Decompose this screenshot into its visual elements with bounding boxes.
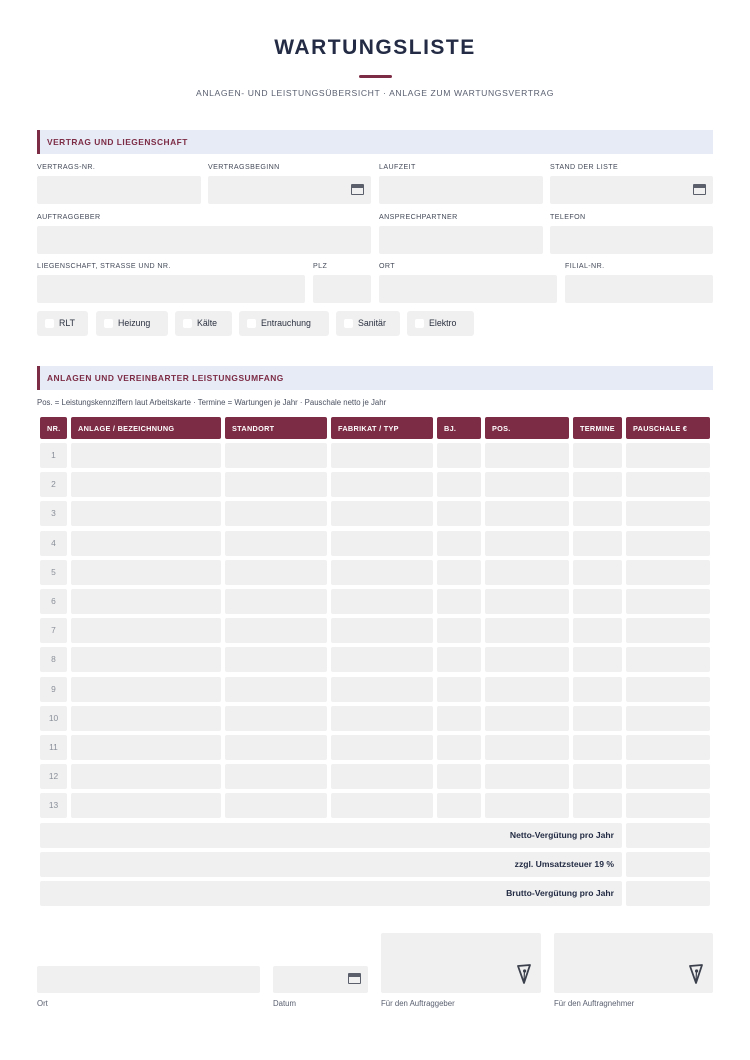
calendar-icon[interactable] [348,973,361,984]
table-cell-col-anlage[interactable] [71,589,221,614]
table-cell-col-standort[interactable] [225,501,327,526]
row-number: 5 [40,560,67,585]
table-cell-col-fabrikat[interactable] [331,764,433,789]
table-cell-col-bj[interactable] [437,793,481,818]
table-cell-col-anlage[interactable] [71,472,221,497]
sig-auftragnehmer-field[interactable] [554,933,713,993]
ort-field[interactable] [379,275,557,303]
table-cell-col-pauschale[interactable] [626,560,710,585]
table-cell-col-pauschale[interactable] [626,443,710,468]
table-cell-col-standort[interactable] [225,618,327,643]
laufzeit-field[interactable] [379,176,543,204]
filial-nr-field[interactable] [565,275,713,303]
table-cell-col-termine[interactable] [573,531,622,556]
table-cell-col-pos[interactable] [485,618,569,643]
table-cell-col-anlage[interactable] [71,618,221,643]
table-header-col-pos [485,417,569,439]
table-header-col-anlage [71,417,221,439]
brutto-total-row [40,881,622,906]
table-cell-col-bj[interactable] [437,443,481,468]
sig-auftraggeber-field[interactable] [381,933,541,993]
ort-label: ORT [379,262,396,270]
table-cell-col-fabrikat[interactable] [331,589,433,614]
plz-label: PLZ [313,262,328,270]
checkbox-label: Elektro [429,318,457,328]
table-cell-col-fabrikat[interactable] [331,443,433,468]
row-number: 1 [40,443,67,468]
laufzeit-label: LAUFZEIT [379,163,416,171]
table-cell-col-termine[interactable] [573,647,622,672]
ust-field[interactable] [626,852,710,877]
table-cell-col-bj[interactable] [437,735,481,760]
sig-ort-label: Ort [37,999,48,1008]
table-cell-col-bj[interactable] [437,618,481,643]
sig-datum-field[interactable] [273,966,368,993]
table-cell-col-bj[interactable] [437,501,481,526]
table-cell-col-pauschale[interactable] [626,735,710,760]
checkbox-entrauchung[interactable] [239,311,329,336]
section-contract-header [37,130,713,154]
table-cell-col-bj[interactable] [437,589,481,614]
table-cell-col-pos[interactable] [485,764,569,789]
telefon-label: TELEFON [550,213,586,221]
table-cell-col-standort[interactable] [225,735,327,760]
table-cell-col-pos[interactable] [485,472,569,497]
row-number: 7 [40,618,67,643]
table-cell-col-pauschale[interactable] [626,589,710,614]
auftraggeber-label: AUFTRAGGEBER [37,213,101,221]
page-subtitle: ANLAGEN- UND LEISTUNGSÜBERSICHT · ANLAGE ZUM WARTUNGSVERTRAG [196,88,554,98]
row-number: 10 [40,706,67,731]
table-cell-col-termine[interactable] [573,618,622,643]
table-cell-col-fabrikat[interactable] [331,618,433,643]
table-cell-col-standort[interactable] [225,531,327,556]
table-cell-col-pos[interactable] [485,706,569,731]
ansprechpartner-label: ANSPRECHPARTNER [379,213,458,221]
table-cell-col-termine[interactable] [573,501,622,526]
row-number: 2 [40,472,67,497]
table-cell-col-pos[interactable] [485,589,569,614]
checkbox-box[interactable] [104,319,113,328]
checkbox-rlt[interactable] [37,311,88,336]
table-cell-col-bj[interactable] [437,472,481,497]
checkbox-label: Sanitär [358,318,386,328]
table-cell-col-fabrikat[interactable] [331,647,433,672]
pen-nib-icon [516,963,532,985]
column-label: FABRIKAT / TYP [338,424,399,433]
table-cell-col-anlage[interactable] [71,677,221,702]
checkbox-box[interactable] [415,319,424,328]
brutto-label: Brutto-Vergütung pro Jahr [506,888,614,898]
table-cell-col-standort[interactable] [225,677,327,702]
table-cell-col-pauschale[interactable] [626,677,710,702]
table-cell-col-pos[interactable] [485,531,569,556]
table-cell-col-fabrikat[interactable] [331,793,433,818]
table-cell-col-bj[interactable] [437,677,481,702]
column-label: POS. [492,424,511,433]
table-cell-col-pauschale[interactable] [626,472,710,497]
row-number: 4 [40,531,67,556]
checkbox-sanitaer[interactable] [336,311,400,336]
column-label: NR. [47,424,61,433]
table-cell-col-standort[interactable] [225,706,327,731]
row-number: 3 [40,501,67,526]
vertrags-nr-field[interactable] [37,176,201,204]
table-cell-col-termine[interactable] [573,793,622,818]
table-cell-col-standort[interactable] [225,647,327,672]
netto-total-field[interactable] [626,823,710,848]
calendar-icon[interactable] [351,184,364,195]
liegenschaft-field[interactable] [37,275,305,303]
row-number: 8 [40,647,67,672]
ansprechpartner-field[interactable] [379,226,543,254]
table-cell-col-anlage[interactable] [71,793,221,818]
ust-label: zzgl. Umsatzsteuer 19 % [514,859,614,869]
column-label: TERMINE [580,424,615,433]
table-header-col-pauschale [626,417,710,439]
checkbox-box[interactable] [183,319,192,328]
telefon-field[interactable] [550,226,713,254]
table-note: Pos. = Leistungskennziffern laut Arbeitskarte · Termine = Wartungen je Jahr · Pauschale netto je Jahr [37,398,387,407]
table-cell-col-termine[interactable] [573,443,622,468]
table-cell-col-pauschale[interactable] [626,764,710,789]
table-cell-col-pauschale[interactable] [626,706,710,731]
table-header-col-nr [40,417,67,439]
plz-field[interactable] [313,275,371,303]
table-cell-col-pos[interactable] [485,677,569,702]
column-label: PAUSCHALE € [633,424,688,433]
ust-row [40,852,622,877]
section-equipment-header [37,366,713,390]
table-cell-col-pauschale[interactable] [626,793,710,818]
vertrags-nr-label: VERTRAGS-NR. [37,163,96,171]
auftraggeber-field[interactable] [37,226,371,254]
pen-nib-icon [688,963,704,985]
checkbox-box[interactable] [344,319,353,328]
column-label: STANDORT [232,424,275,433]
checkbox-label: Kälte [197,318,218,328]
checkbox-label: Entrauchung [261,318,311,328]
table-cell-col-anlage[interactable] [71,764,221,789]
row-number: 12 [40,764,67,789]
table-cell-col-standort[interactable] [225,764,327,789]
table-cell-col-fabrikat[interactable] [331,531,433,556]
table-cell-col-fabrikat[interactable] [331,677,433,702]
table-cell-col-fabrikat[interactable] [331,472,433,497]
table-cell-col-termine[interactable] [573,764,622,789]
table-cell-col-termine[interactable] [573,735,622,760]
title-underline [359,75,392,78]
checkbox-heizung[interactable] [96,311,168,336]
table-cell-col-termine[interactable] [573,706,622,731]
table-cell-col-pauschale[interactable] [626,531,710,556]
liegenschaft-label: LIEGENSCHAFT, STRASSE UND NR. [37,262,171,270]
checkbox-label: Heizung [118,318,151,328]
table-cell-col-standort[interactable] [225,793,327,818]
row-number: 13 [40,793,67,818]
table-header-col-standort [225,417,327,439]
table-cell-col-anlage[interactable] [71,735,221,760]
table-cell-col-termine[interactable] [573,589,622,614]
vertragsbeginn-field[interactable] [208,176,371,204]
table-cell-col-anlage[interactable] [71,443,221,468]
table-header-col-termine [573,417,622,439]
table-cell-col-fabrikat[interactable] [331,501,433,526]
checkbox-box[interactable] [247,319,256,328]
table-cell-col-fabrikat[interactable] [331,735,433,760]
row-number: 11 [40,735,67,760]
calendar-icon[interactable] [693,184,706,195]
table-cell-col-fabrikat[interactable] [331,706,433,731]
table-cell-col-bj[interactable] [437,706,481,731]
table-cell-col-bj[interactable] [437,531,481,556]
table-cell-col-anlage[interactable] [71,531,221,556]
table-cell-col-termine[interactable] [573,677,622,702]
table-cell-col-termine[interactable] [573,472,622,497]
table-cell-col-anlage[interactable] [71,501,221,526]
table-cell-col-standort[interactable] [225,443,327,468]
table-cell-col-anlage[interactable] [71,560,221,585]
checkbox-kaelte[interactable] [175,311,232,336]
table-cell-col-termine[interactable] [573,560,622,585]
table-cell-col-pos[interactable] [485,443,569,468]
table-cell-col-standort[interactable] [225,589,327,614]
table-cell-col-standort[interactable] [225,560,327,585]
netto-total-row [40,823,622,848]
filial-nr-label: FILIAL-NR. [565,262,605,270]
table-cell-col-pauschale[interactable] [626,647,710,672]
table-cell-col-pos[interactable] [485,560,569,585]
table-cell-col-fabrikat[interactable] [331,560,433,585]
table-header-col-bj [437,417,481,439]
sig-ort-field[interactable] [37,966,260,993]
table-cell-col-anlage[interactable] [71,706,221,731]
netto-label: Netto-Vergütung pro Jahr [509,830,614,840]
row-number: 9 [40,677,67,702]
table-cell-col-pos[interactable] [485,793,569,818]
stand-label: STAND DER LISTE [550,163,619,171]
table-cell-col-anlage[interactable] [71,647,221,672]
table-cell-col-pos[interactable] [485,647,569,672]
table-cell-col-pos[interactable] [485,501,569,526]
column-label: BJ. [444,424,457,433]
stand-field[interactable] [550,176,713,204]
row-number: 6 [40,589,67,614]
column-label: ANLAGE / BEZEICHNUNG [78,424,175,433]
sig-auftraggeber-label: Für den Auftraggeber [381,999,455,1008]
vertragsbeginn-label: VERTRAGSBEGINN [208,163,280,171]
table-cell-col-standort[interactable] [225,472,327,497]
checkbox-elektro[interactable] [407,311,474,336]
page-title: WARTUNGSLISTE [274,36,476,59]
checkbox-box[interactable] [45,319,54,328]
sig-auftragnehmer-label: Für den Auftragnehmer [554,999,635,1008]
table-cell-col-bj[interactable] [437,647,481,672]
section-title: ANLAGEN UND VEREINBARTER LEISTUNGSUMFANG [47,373,284,383]
sig-datum-label: Datum [273,999,296,1008]
table-header-col-fabrikat [331,417,433,439]
table-cell-col-pauschale[interactable] [626,618,710,643]
table-cell-col-pos[interactable] [485,735,569,760]
table-cell-col-bj[interactable] [437,764,481,789]
checkbox-label: RLT [59,318,75,328]
table-cell-col-pauschale[interactable] [626,501,710,526]
section-title: VERTRAG UND LIEGENSCHAFT [47,137,188,147]
table-cell-col-bj[interactable] [437,560,481,585]
brutto-total-field[interactable] [626,881,710,906]
